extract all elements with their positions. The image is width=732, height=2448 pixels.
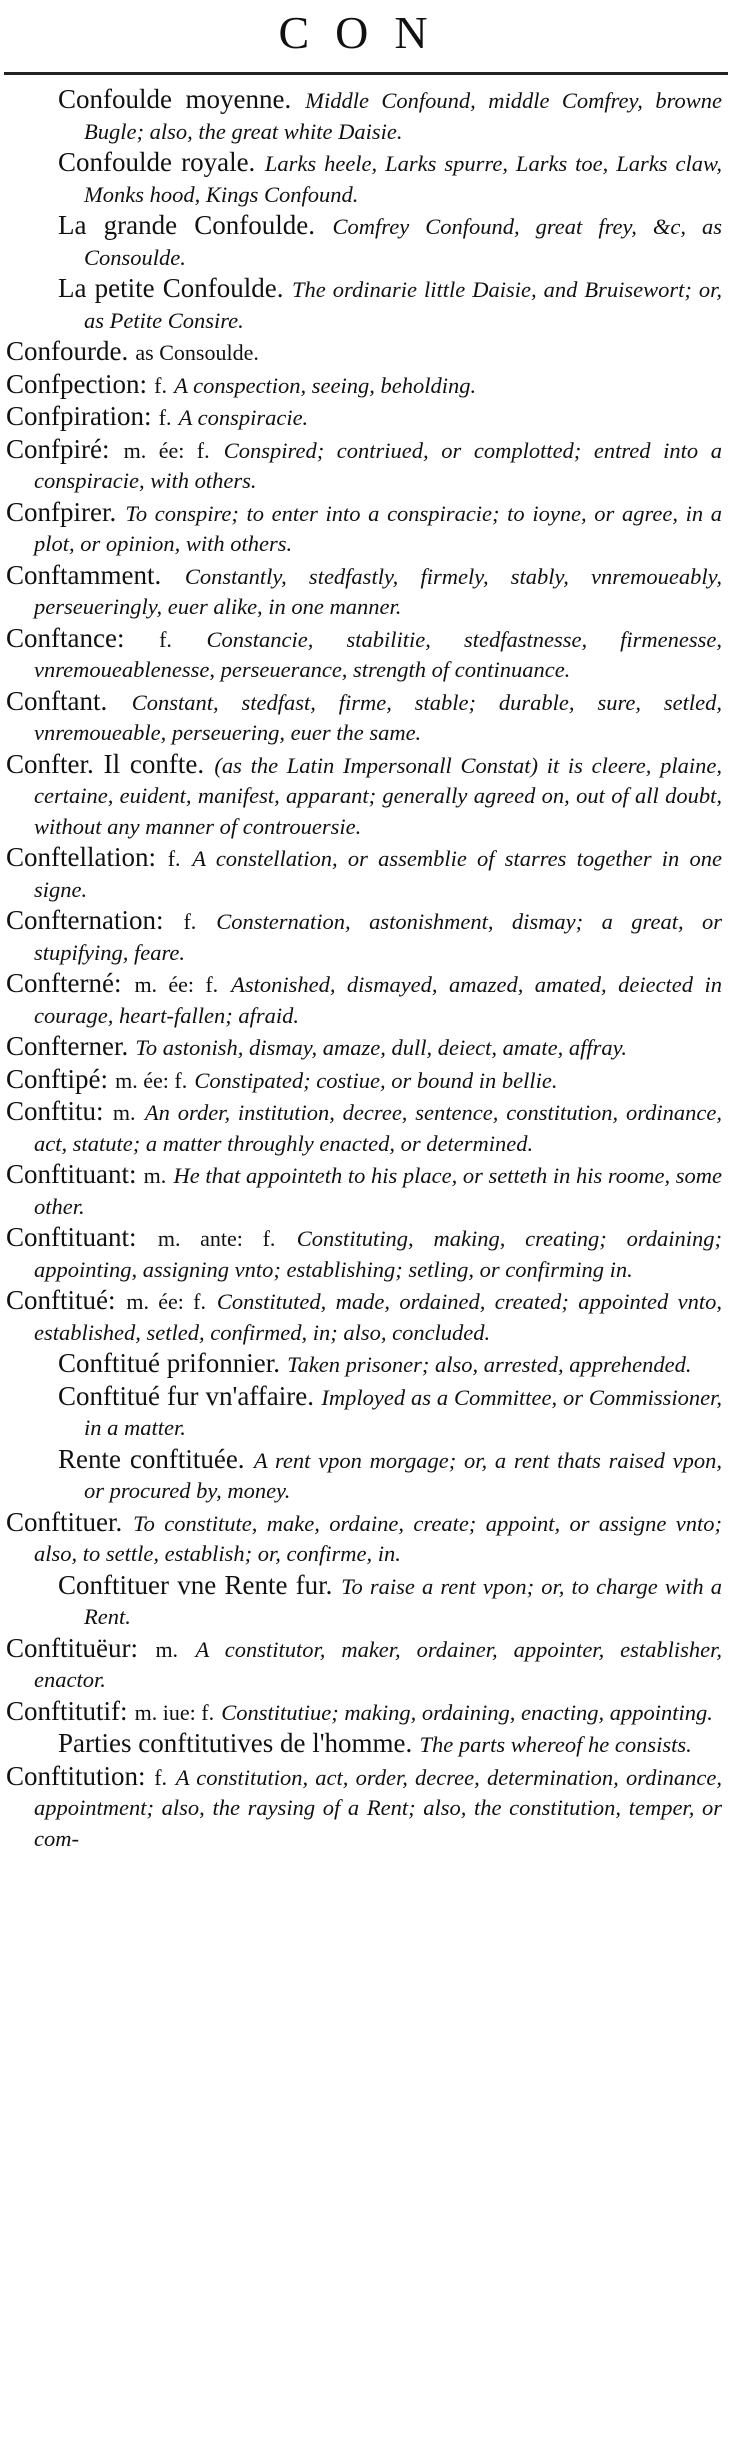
entry-definition: To raise a rent vpon; or, to charge with a Rent. <box>84 1573 723 1629</box>
entry-grammar: m. <box>143 1163 167 1188</box>
entry-headword: Confterner. <box>6 1031 129 1061</box>
entry-definition: A constitution, act, order, decree, determination, ordinance, appointment; also, the raysing of a Rent; also, the constitution, temper, or com- <box>34 1764 722 1851</box>
entry-headword: Conftituant: <box>6 1222 137 1252</box>
entry-grammar: m. ante: f. <box>157 1226 276 1251</box>
entry-headword: Conftant. <box>6 685 108 716</box>
entry-grammar: f. <box>167 846 181 871</box>
dictionary-entry <box>6 1064 722 1097</box>
dictionary-entry <box>6 623 722 686</box>
dictionary-entry <box>6 686 722 749</box>
entry-headword: Confternation: <box>6 905 164 935</box>
entry-definition: A conspection, seeing, beholding. <box>174 372 477 398</box>
dictionary-entry <box>6 401 722 434</box>
entry-definition: Constituting, making, creating; ordaining; appointing, assigning vnto; establishing; setling, or confirming in. <box>34 1226 723 1282</box>
entry-headword: Conftitué prifonnier. <box>58 1348 280 1378</box>
dictionary-entry <box>6 1222 722 1285</box>
page-header: CON <box>278 7 454 58</box>
dictionary-entry <box>6 560 722 623</box>
dictionary-entry <box>6 1633 722 1696</box>
dictionary-entry <box>6 1696 722 1729</box>
entry-grammar: m. ée: f. <box>126 1289 206 1314</box>
sub-entry <box>6 210 722 273</box>
dictionary-entry <box>6 1285 722 1348</box>
entry-definition: A constellation, or assemblie of starres together in one signe. <box>34 846 722 902</box>
entry-headword: Conftitué: <box>6 1285 116 1315</box>
entry-definition: Constant, stedfast, firme, stable; durable, sure, setled, vnremoueable, perseuering, euer the same. <box>34 689 723 745</box>
entry-grammar: f. <box>158 405 172 430</box>
entry-definition: A constitutor, maker, ordainer, appointer, establisher, enactor. <box>34 1636 722 1692</box>
dictionary-entry <box>6 1031 722 1064</box>
entry-headword: Confourde. <box>6 336 129 366</box>
entry-definition: A rent vpon morgage; or, a rent thats raised vpon, or procured by, money. <box>84 1447 722 1503</box>
entry-definition: Constancie, stabilitie, stedfastnesse, firmenesse, vnremoueablenesse, perseuerance, strength of continuance. <box>34 626 723 682</box>
entry-grammar: f. <box>154 372 167 398</box>
entry-headword: Conftellation: <box>6 842 156 872</box>
dictionary-entry <box>6 968 722 1031</box>
entry-headword: Rente conftituée. <box>58 1443 245 1474</box>
entry-grammar: f. <box>159 626 172 652</box>
dictionary-entry <box>6 497 722 560</box>
entry-definition: Taken prisoner; also, arrested, apprehended. <box>287 1352 692 1377</box>
entry-definition: Constituted, made, ordained, created; appointed vnto, established, setled, confirmed, in; also, concluded. <box>34 1289 722 1345</box>
entry-definition: Constitutiue; making, ordaining, enacting, appointing. <box>221 1699 713 1725</box>
entry-definition: Imployed as a Committee, or Commissioner, in a matter. <box>84 1384 722 1440</box>
dictionary-entry <box>6 1159 722 1222</box>
sub-entry <box>6 1728 722 1761</box>
sub-entry <box>6 1348 722 1381</box>
entry-definition: Constantly, stedfastly, firmely, stably, vnremoueably, perseueringly, euer alike, in one manner. <box>34 563 722 619</box>
entry-list <box>6 84 722 1854</box>
entry-headword: Conftituer. <box>6 1506 123 1537</box>
dictionary-entry <box>6 369 722 402</box>
entry-headword: Confter. Il confte. <box>6 748 205 779</box>
entry-headword: Confpiré: <box>6 433 110 464</box>
dictionary-entry <box>6 1096 722 1159</box>
entry-headword: Conftance: <box>6 622 125 653</box>
entry-grammar: m. ée: f. <box>115 1067 188 1093</box>
entry-definition: Consternation, astonishment, dismay; a great, or stupifying, feare. <box>34 909 723 965</box>
entry-grammar: m. ée: f. <box>134 972 219 997</box>
entry-definition: To constitute, make, ordaine, create; appoint, or assigne vnto; also, to settle, establish; or, confirme, in. <box>34 1510 722 1566</box>
entry-grammar: f. <box>154 1764 168 1790</box>
sub-entry <box>6 1444 722 1507</box>
entry-definition: The ordinarie little Daisie, and Bruisewort; or, as Petite Consire. <box>84 277 723 333</box>
dictionary-entry <box>6 336 722 369</box>
entry-definition: To conspire; to enter into a conspiracie; to ioyne, or agree, in a plot, or opinion, with others. <box>34 500 722 556</box>
entry-definition: The parts whereof he consists. <box>419 1732 692 1757</box>
entry-grammar: m. <box>112 1100 136 1125</box>
dictionary-entry <box>6 1761 722 1855</box>
entry-definition: Constipated; costiue, or bound in bellie. <box>194 1067 558 1093</box>
entry-grammar: as Consoulde. <box>135 340 259 365</box>
entry-grammar: m. iue: f. <box>134 1699 215 1725</box>
entry-headword: La grande Confoulde. <box>58 210 315 240</box>
entry-headword: Confpirer. <box>6 496 117 527</box>
sub-entry <box>6 1570 722 1633</box>
entry-definition: An order, institution, decree, sentence, constitution, ordinance, act, statute; a matter throughly enacted, or determined. <box>34 1100 722 1156</box>
entry-headword: Conftituant: <box>6 1159 137 1189</box>
entry-headword: La petite Confoulde. <box>58 273 284 303</box>
entry-headword: Conftitutif: <box>6 1695 128 1726</box>
entry-headword: Conftituëur: <box>6 1632 138 1663</box>
entry-grammar: m. ée: f. <box>123 437 210 463</box>
entry-definition: Middle Confound, middle Comfrey, browne Bugle; also, the great white Daisie. <box>84 88 722 144</box>
sub-entry <box>6 1381 722 1444</box>
entry-definition: To astonish, dismay, amaze, dull, deiect, amate, affray. <box>135 1035 628 1060</box>
dictionary-entry <box>6 1507 722 1570</box>
sub-entry <box>6 273 722 336</box>
entry-headword: Confpection: <box>6 368 147 399</box>
entry-headword: Parties conftitutives de l'homme. <box>58 1728 413 1758</box>
entry-definition: A conspiracie. <box>178 405 309 430</box>
sub-entry <box>6 147 722 210</box>
entry-definition: Larks heele, Larks spurre, Larks toe, Larks claw, Monks hood, Kings Confound. <box>84 151 722 207</box>
entry-definition: Comfrey Confound, great frey, &c, as Consoulde. <box>84 214 723 270</box>
entry-headword: Conftamment. <box>6 559 162 590</box>
entry-headword: Confoulde royale. <box>58 147 256 177</box>
header-rule <box>4 72 728 75</box>
dictionary-entry <box>6 749 722 843</box>
entry-headword: Conftitué fur vn'affaire. <box>58 1380 315 1411</box>
entry-definition: He that appointeth to his place, or setteth in his roome, some other. <box>34 1163 723 1219</box>
entry-grammar: f. <box>183 909 197 934</box>
dictionary-entry <box>6 842 722 905</box>
entry-headword: Confoulde moyenne. <box>58 84 292 114</box>
dictionary-entry <box>6 434 722 497</box>
entry-headword: Conftitution: <box>6 1760 146 1791</box>
dictionary-entry <box>6 905 722 968</box>
entry-headword: Conftipé: <box>6 1063 108 1094</box>
entry-headword: Confpiration: <box>6 401 152 431</box>
entry-grammar: m. <box>155 1636 179 1662</box>
entry-headword: Conftituer vne Rente fur. <box>58 1569 333 1600</box>
entry-definition: Astonished, dismayed, amazed, amated, deiected in courage, heart-fallen; afraid. <box>34 972 722 1028</box>
entry-definition: (as the Latin Impersonall Constat) it is cleere, plaine, certaine, euident, manifest, apparant; generally agreed on, out of all doubt, without any manner of controuersie. <box>34 752 722 839</box>
entry-definition: Conspired; contriued, or complotted; entred into a conspiracie, with others. <box>34 437 722 493</box>
entry-headword: Confterné: <box>6 968 122 998</box>
entry-headword: Conftitu: <box>6 1096 104 1126</box>
sub-entry <box>6 84 722 147</box>
